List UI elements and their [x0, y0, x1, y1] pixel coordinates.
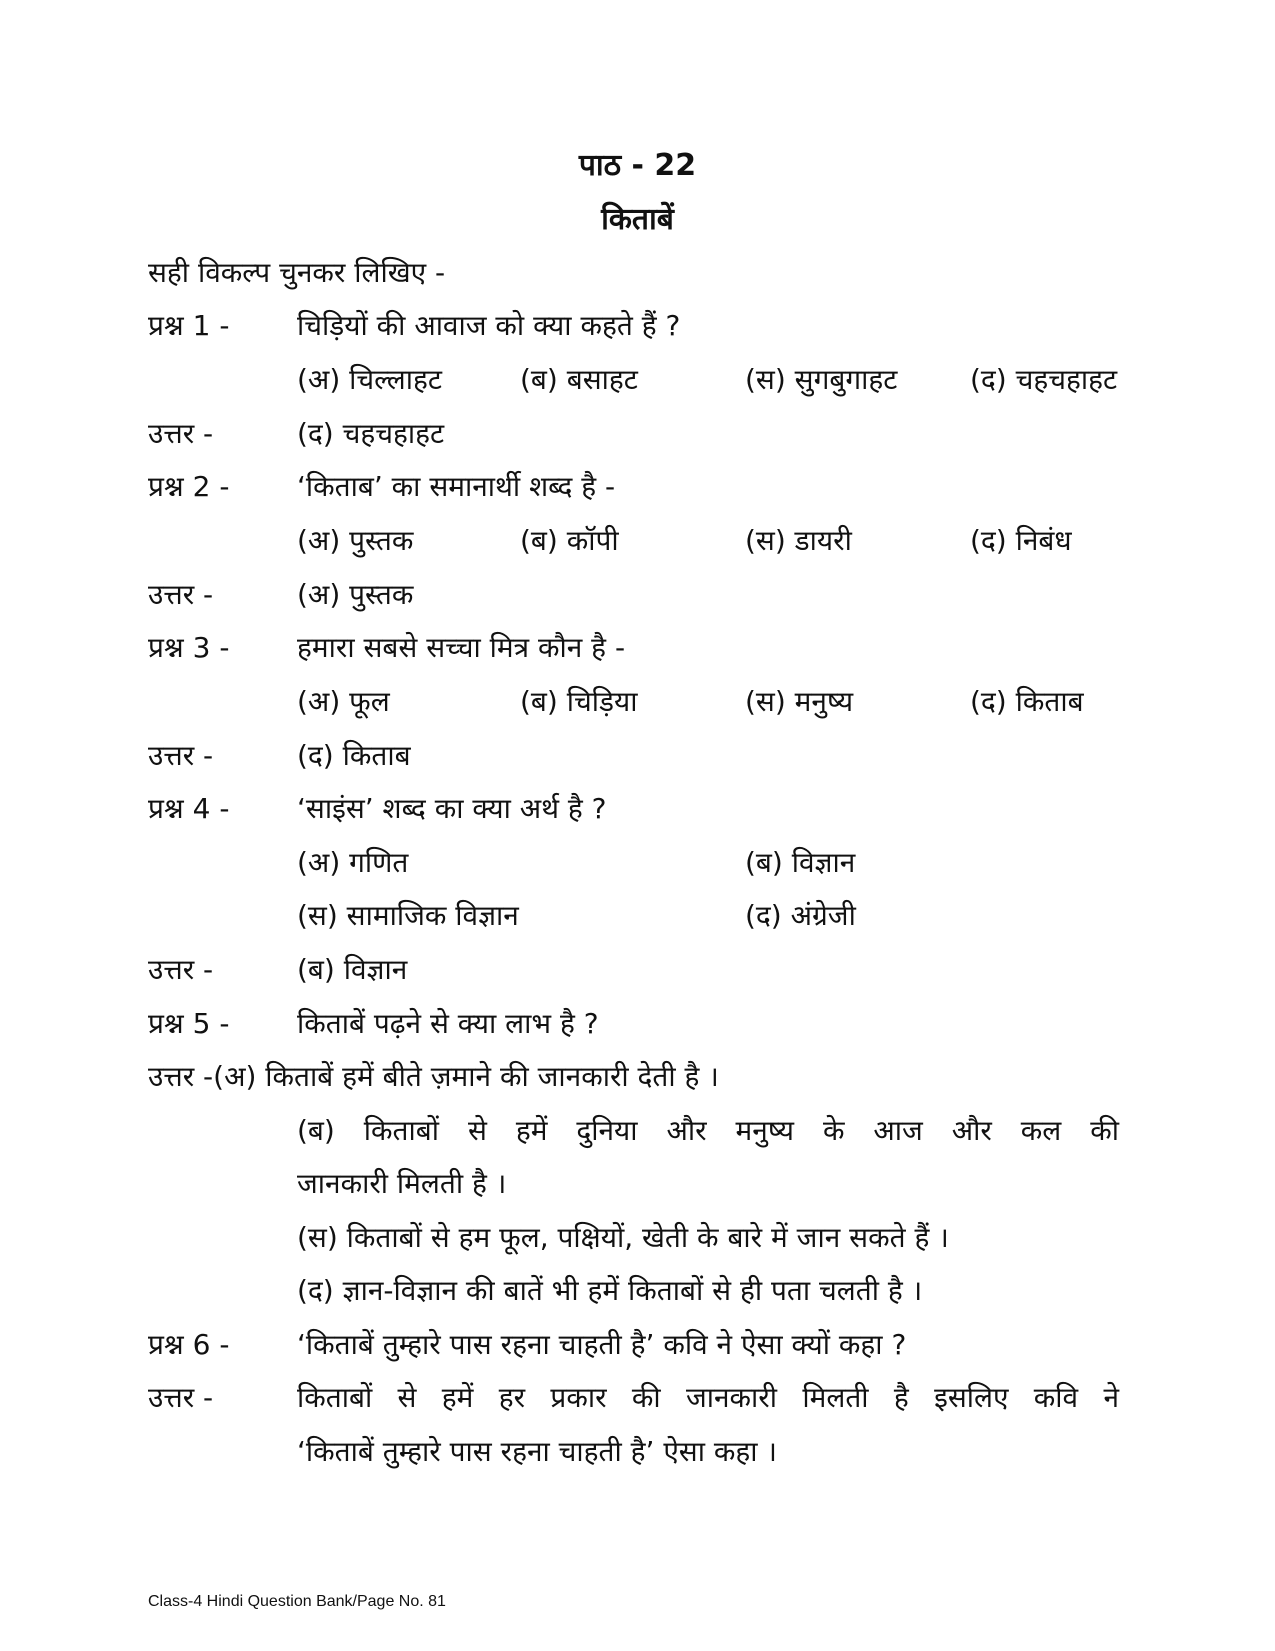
lesson-number: पाठ - 22: [578, 148, 697, 183]
question-4-option-a: (अ) गणित: [297, 846, 409, 879]
question-2-option-c: (स) डायरी: [745, 524, 852, 557]
answer-1: (द) चहचहाहट: [297, 417, 445, 450]
question-4-option-c: (स) सामाजिक विज्ञान: [297, 899, 519, 932]
answer-2-label: उत्तर -: [148, 578, 214, 611]
answer-6-line-1: किताबों से हमें हर प्रकार की जानकारी मिलती है इसलिए कवि ने: [297, 1381, 1119, 1414]
answer-5-point-b: (ब) किताबों से हमें दुनिया और मनुष्य के आज और कल की: [297, 1114, 1119, 1147]
question-2-label: प्रश्न 2 -: [148, 470, 230, 503]
question-6-label: प्रश्न 6 -: [148, 1328, 230, 1361]
answer-3: (द) किताब: [297, 739, 411, 772]
question-6-text: ‘किताबें तुम्हारे पास रहना चाहती है’ कवि ने ऐसा क्यों कहा ?: [297, 1328, 907, 1361]
answer-4: (ब) विज्ञान: [297, 953, 408, 986]
question-4-text: ‘साइंस’ शब्द का क्या अर्थ है ?: [297, 792, 607, 825]
question-2-option-a: (अ) पुस्तक: [297, 524, 414, 557]
question-3-option-b: (ब) चिड़िया: [520, 685, 638, 718]
question-1-option-c: (स) सुगबुगाहट: [745, 363, 898, 396]
question-4-option-d: (द) अंग्रेजी: [745, 899, 856, 932]
answer-3-label: उत्तर -: [148, 739, 214, 772]
question-1-option-d: (द) चहचहाहट: [970, 363, 1118, 396]
question-2-option-d: (द) निबंध: [970, 524, 1072, 557]
answer-4-label: उत्तर -: [148, 953, 214, 986]
answer-6-label: उत्तर -: [148, 1381, 214, 1414]
answer-2: (अ) पुस्तक: [297, 578, 414, 611]
question-3-option-a: (अ) फूल: [297, 685, 390, 718]
answer-5-point-c: (स) किताबों से हम फूल, पक्षियों, खेती के बारे में जान सकते हैं ।: [297, 1221, 949, 1254]
question-1-text: चिड़ियों की आवाज को क्या कहते हैं ?: [297, 309, 681, 342]
question-3-label: प्रश्न 3 -: [148, 631, 230, 664]
answer-6-line-2: ‘किताबें तुम्हारे पास रहना चाहती है’ ऐसा कहा ।: [297, 1435, 778, 1468]
question-3-text: हमारा सबसे सच्चा मित्र कौन है -: [297, 631, 626, 664]
answer-1-label: उत्तर -: [148, 417, 214, 450]
question-5-text: किताबें पढ़ने से क्या लाभ है ?: [297, 1007, 599, 1040]
answer-5-point-b-continued: जानकारी मिलती है ।: [297, 1167, 507, 1200]
question-1-label: प्रश्न 1 -: [148, 309, 230, 342]
question-1-option-b: (ब) बसाहट: [520, 363, 638, 396]
question-4-option-b: (ब) विज्ञान: [745, 846, 856, 879]
lesson-title: किताबें: [601, 202, 674, 237]
question-1-option-a: (अ) चिल्लाहट: [297, 363, 443, 396]
question-3-option-c: (स) मनुष्य: [745, 685, 854, 718]
page-footer: Class-4 Hindi Question Bank/Page No. 81: [148, 1593, 446, 1610]
question-2-option-b: (ब) कॉपी: [520, 524, 619, 557]
answer-5-point-a: उत्तर -(अ) किताबें हमें बीते ज़माने की जानकारी देती है ।: [148, 1060, 719, 1093]
question-3-option-d: (द) किताब: [970, 685, 1084, 718]
question-2-text: ‘किताब’ का समानार्थी शब्द है -: [297, 470, 616, 503]
instruction: सही विकल्प चुनकर लिखिए -: [148, 256, 446, 289]
question-4-label: प्रश्न 4 -: [148, 792, 230, 825]
question-5-label: प्रश्न 5 -: [148, 1007, 230, 1040]
answer-5-point-d: (द) ज्ञान-विज्ञान की बातें भी हमें किताबों से ही पता चलती है ।: [297, 1274, 923, 1307]
